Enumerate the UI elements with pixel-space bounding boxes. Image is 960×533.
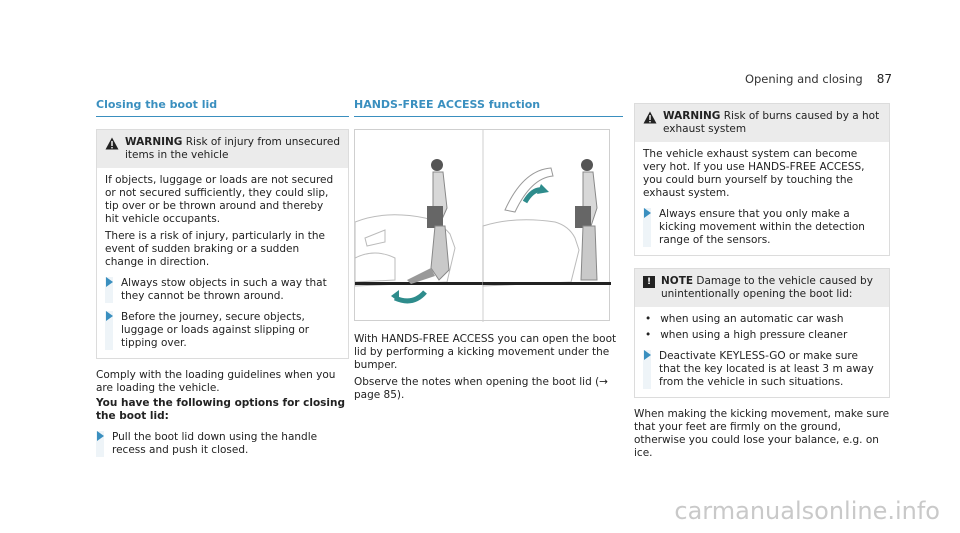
column-hands-free xyxy=(354,98,623,402)
action-text: Before the journey, secure objects, luggage or loads against slipping or tipping over. xyxy=(121,311,310,349)
list-item xyxy=(643,313,881,326)
action-arrow-icon xyxy=(643,350,653,360)
action-step xyxy=(96,431,349,457)
column-closing-boot-lid xyxy=(96,98,349,457)
bullet-icon: • xyxy=(645,313,652,325)
notice-header xyxy=(635,269,889,307)
warning-paragraph-1: The vehicle exhaust system can become very hot. If you use HANDS-FREE ACCESS, you could burn yourself by touching the exhaust system. xyxy=(643,148,865,199)
closing-boot-lid-heading: Closing the boot lid xyxy=(96,98,349,117)
action-arrow-icon xyxy=(96,431,106,441)
action-arrow-icon xyxy=(105,277,115,287)
list-item xyxy=(643,329,881,342)
hands-free-illustration xyxy=(354,129,610,321)
kick-gesture-figure xyxy=(355,130,611,322)
warning-paragraph-1: If objects, luggage or loads are not secured or not secured sufficiently, they could slip, tip over or be thrown around and thereby hit vehicle occupants. xyxy=(105,174,334,225)
action-text: Pull the boot lid down using the handle recess and push it closed. xyxy=(112,431,318,456)
bullet-icon: • xyxy=(645,329,652,341)
warning-heading: Risk of burns caused by a hot exhaust system xyxy=(663,110,880,135)
page-number: 87 xyxy=(876,72,892,86)
watermark-text: carmanualsonline.info xyxy=(674,497,940,525)
action-arrow-icon xyxy=(105,311,115,321)
kicking-note-text: When making the kicking movement, make sure that your feet are firmly on the ground, otherwise you could lose your balance, e.g. on ice. xyxy=(634,408,890,459)
options-heading: You have the following options for closing the boot lid: xyxy=(96,397,346,422)
warning-label: WARNING xyxy=(125,136,183,148)
loading-guidelines-text: Comply with the loading guidelines when you are loading the vehicle. xyxy=(96,369,336,394)
bullet-text: when using a high pressure cleaner xyxy=(660,329,848,341)
warning-header xyxy=(97,130,348,168)
action-step xyxy=(105,311,340,350)
warning-triangle-icon xyxy=(643,111,657,124)
warning-box-injury xyxy=(96,129,349,359)
warning-box-burns xyxy=(634,103,890,256)
observe-notes-text: Observe the notes when opening the boot lid (→ page 85). xyxy=(354,376,608,401)
action-arrow-icon xyxy=(643,208,653,218)
section-title: Opening and closing xyxy=(744,72,863,86)
bullet-text: when using an automatic car wash xyxy=(660,313,844,325)
warning-heading: Risk of injury from unsecured items in the vehicle xyxy=(125,136,340,161)
action-text: Deactivate KEYLESS-GO or make sure that the key located is at least 3 m away from the vehicle in such situations. xyxy=(659,350,874,388)
action-step xyxy=(105,277,340,303)
notice-exclamation-icon: ! xyxy=(643,276,655,288)
column-warnings xyxy=(634,103,890,460)
hands-free-heading: HANDS-FREE ACCESS function xyxy=(354,98,623,117)
page-header xyxy=(745,72,892,86)
notice-heading: Damage to the vehicle caused by unintentionally opening the boot lid: xyxy=(661,275,873,300)
notice-box-damage xyxy=(634,268,890,398)
warning-triangle-icon xyxy=(105,137,119,150)
warning-header xyxy=(635,104,889,142)
action-text: Always stow objects in such a way that they cannot be thrown around. xyxy=(121,277,327,302)
action-step xyxy=(643,350,881,389)
hands-free-caption: With HANDS-FREE ACCESS you can open the boot lid by performing a kicking movement under the bumper. xyxy=(354,333,617,371)
action-text: Always ensure that you only make a kicking movement within the detection range of the sensors. xyxy=(659,208,865,246)
warning-label: WARNING xyxy=(663,110,721,122)
warning-paragraph-2: There is a risk of injury, particularly in the event of sudden braking or a sudden change in direction. xyxy=(105,230,325,268)
notice-label: NOTE xyxy=(661,275,694,287)
action-step xyxy=(643,208,881,247)
